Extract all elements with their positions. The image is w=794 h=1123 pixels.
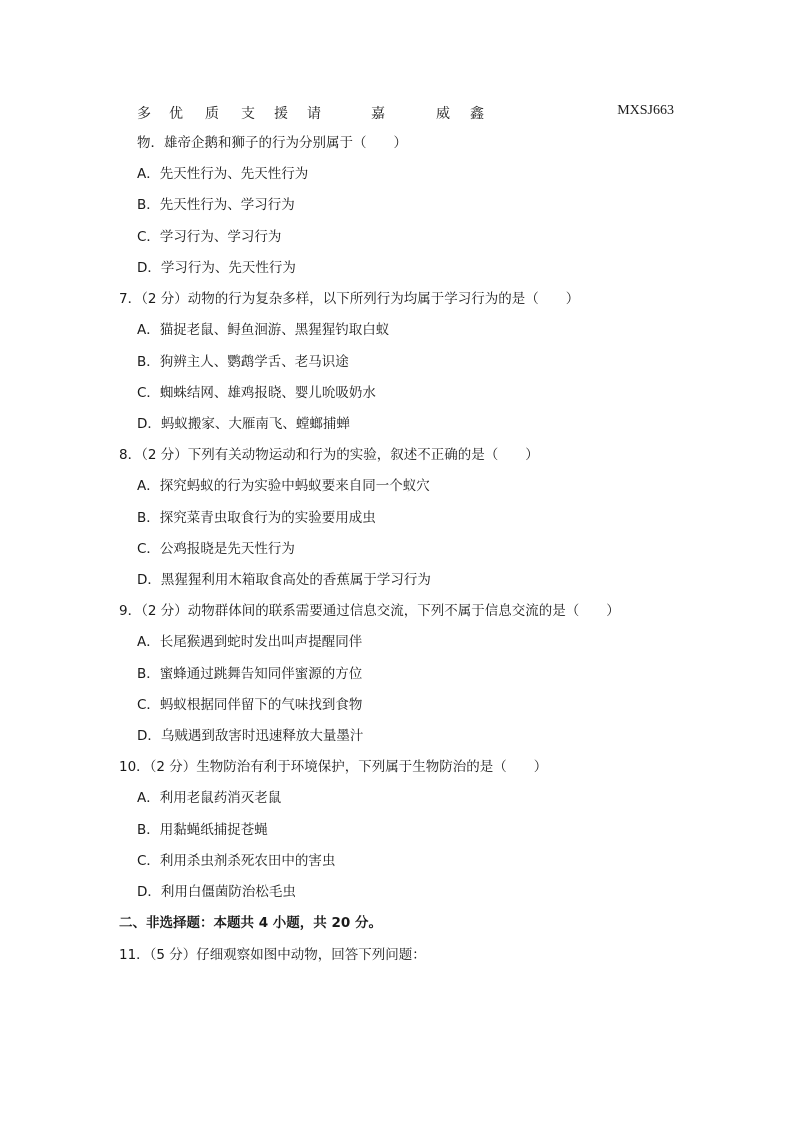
question-7: 7．（2 分）动物的行为复杂多样，以下所列行为均属于学习行为的是（ ）	[119, 291, 580, 307]
option-d: D．学习行为、先天性行为	[137, 260, 296, 276]
page-header	[137, 103, 677, 123]
option-c: C．利用杀虫剂杀死农田中的害虫	[137, 853, 336, 869]
option-d: D．蚂蚁搬家、大雁南飞、螳螂捕蝉	[137, 416, 350, 432]
header-char: 优	[169, 106, 183, 122]
option-c: C．蚂蚁根据同伴留下的气味找到食物	[137, 697, 363, 713]
option-a: A．长尾猴遇到蛇时发出叫声提醒同伴	[137, 634, 363, 650]
question-11: 11．（5 分）仔细观察如图中动物，回答下列问题：	[119, 947, 426, 963]
header-char: 质	[205, 106, 219, 122]
option-b: B．探究菜青虫取食行为的实验要用成虫	[137, 510, 376, 526]
question-9: 9．（2 分）动物群体间的联系需要通过信息交流，下列不属于信息交流的是（ ）	[119, 603, 620, 619]
option-c: C．公鸡报晓是先天性行为	[137, 541, 295, 557]
question-10: 10．（2 分）生物防治有利于环境保护，下列属于生物防治的是（ ）	[119, 759, 548, 775]
header-char: 嘉	[371, 106, 385, 122]
option-d: D．黑猩猩利用木箱取食高处的香蕉属于学习行为	[137, 572, 431, 588]
option-a: A．利用老鼠药消灭老鼠	[137, 790, 282, 806]
option-c: C．蜘蛛结网、雄鸡报晓、婴儿吮吸奶水	[137, 385, 376, 401]
header-char: 援	[274, 106, 288, 122]
header-char: 请	[307, 106, 321, 122]
section-heading: 二、非选择题：本题共 4 小题，共 20 分。	[119, 915, 382, 931]
option-d: D．乌贼遇到敌害时迅速释放大量墨汁	[137, 728, 364, 744]
header-char: 支	[241, 106, 255, 122]
header-char: 威	[436, 106, 450, 122]
header-char: 鑫	[470, 106, 484, 122]
option-a: A．探究蚂蚁的行为实验中蚂蚁要来自同一个蚁穴	[137, 478, 430, 494]
document-code: MXSJ663	[617, 103, 674, 118]
option-c: C．学习行为、学习行为	[137, 229, 282, 245]
option-d: D．利用白僵菌防治松毛虫	[137, 884, 296, 900]
header-char: 多	[137, 106, 151, 122]
option-a: A．先天性行为、先天性行为	[137, 166, 309, 182]
option-b: B．先天性行为、学习行为	[137, 197, 295, 213]
question-8: 8．（2 分）下列有关动物运动和行为的实验，叙述不正确的是（ ）	[119, 447, 539, 463]
option-a: A．猫捉老鼠、鲟鱼洄游、黑猩猩钓取白蚁	[137, 322, 390, 338]
question-continuation: 物．雄帝企鹅和狮子的行为分别属于（ ）	[137, 135, 407, 151]
option-b: B．蜜蜂通过跳舞告知同伴蜜源的方位	[137, 666, 363, 682]
option-b: B．用黏蝇纸捕捉苍蝇	[137, 822, 268, 838]
option-b: B．狗辨主人、鹦鹉学舌、老马识途	[137, 354, 349, 370]
